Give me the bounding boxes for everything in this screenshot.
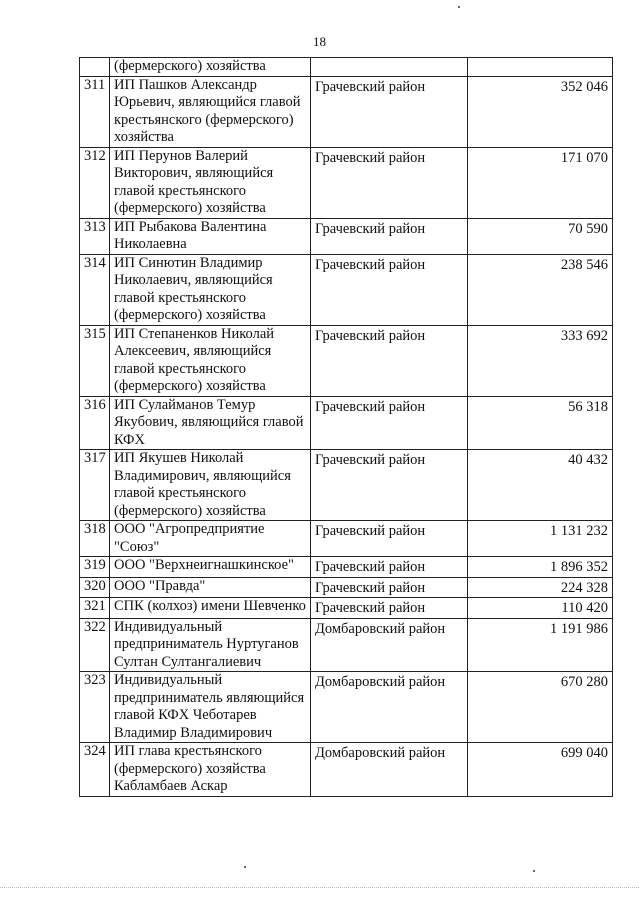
table-row [80,396,613,450]
recipient-name: ИП Рыбакова Валентина Николаевна [110,218,311,254]
row-number: 323 [80,672,110,743]
subsidy-amount: 699 040 [560,745,608,761]
table-row-continuation [80,58,613,77]
district-name: Грачевский район [315,78,426,95]
table-row [80,598,613,619]
subsidy-amount: 238 546 [560,256,608,273]
subsidy-amount: 352 046 [560,78,608,95]
amount-cell [468,450,613,521]
amount-cell [468,577,613,598]
recipient-name: ООО "Агропредприятие "Союз" [110,521,311,557]
row-number: 318 [80,521,110,557]
recipient-name-cell: (фермерского) хозяйства [110,58,311,77]
subsidy-amount: 1 896 352 [550,559,608,575]
table-row [80,254,613,325]
district-cell [311,147,468,218]
district-name: Грачевский район [315,327,426,344]
amount-cell [468,76,613,147]
district-cell [311,58,468,77]
amount-cell [468,618,613,672]
subsidy-amount: 1 191 986 [550,620,608,637]
table-row [80,521,613,557]
recipient-name: ИП Пашков Александр Юрьевич, являющийся главой крестьянского (фермерского) хозяйства [110,76,311,147]
amount-cell [468,672,613,743]
district-name: Грачевский район [315,579,426,596]
district-cell [311,450,468,521]
row-number: 314 [80,254,110,325]
district-name: Домбаровский район [315,674,446,690]
district-cell [311,618,468,672]
recipient-name: ООО "Верхнеигнашкинское" [110,557,311,578]
row-number: 315 [80,325,110,396]
district-name: Грачевский район [315,149,426,166]
table-row [80,743,613,797]
row-number: 321 [80,598,110,619]
district-cell [311,598,468,619]
recipient-name: ООО "Правда" [110,577,311,598]
subsidy-amount: 670 280 [560,674,608,690]
amount-cell [468,557,613,578]
recipient-name: СПК (колхоз) имени Шевченко [110,598,311,619]
row-number: 312 [80,147,110,218]
district-cell [311,254,468,325]
district-cell [311,557,468,578]
district-name: Домбаровский район [315,620,446,637]
scan-edge-line [0,887,639,888]
row-number: 324 [80,743,110,797]
page-number: 18 [313,34,326,49]
row-number: 316 [80,396,110,450]
row-number: 311 [80,76,110,147]
amount-cell [468,58,613,77]
amount-cell [468,396,613,450]
table-row [80,577,613,598]
table-row [80,450,613,521]
district-name: Грачевский район [315,220,426,237]
district-name: Грачевский район [315,600,426,616]
recipient-name: Индивидуальный предприниматель являющийся главой КФХ Чеботарев Владимир Владимирович [110,672,311,743]
district-name: Грачевский район [315,559,426,575]
scan-speck [533,870,535,872]
district-cell [311,521,468,557]
recipient-name: ИП Перунов Валерий Викторович, являющийся главой крестьянского (фермерского) хозяйства [110,147,311,218]
district-cell [311,76,468,147]
district-name: Грачевский район [315,523,426,539]
recipient-name: ИП Степаненков Николай Алексеевич, являющийся главой крестьянского (фермерского) хозяйства [110,325,311,396]
subsidy-amount: 1 131 232 [550,523,608,539]
district-cell [311,672,468,743]
row-number: 313 [80,218,110,254]
recipient-name: ИП глава крестьянского (фермерского) хозяйства Кабламбаев Аскар [110,743,311,797]
recipient-name: ИП Сулайманов Темур Якубович, являющийся главой КФХ [110,396,311,450]
row-number-cell [80,58,110,77]
district-cell [311,218,468,254]
amount-cell [468,147,613,218]
subsidy-amount: 56 318 [568,398,608,415]
recipient-name: Индивидуальный предприниматель Нуртуганов Султан Султангалиевич [110,618,311,672]
recipient-name: ИП Синютин Владимир Николаевич, являющийся главой крестьянского (фермерского) хозяйства [110,254,311,325]
subsidy-amount: 224 328 [560,579,608,596]
table-row [80,218,613,254]
district-cell [311,577,468,598]
table-row [80,147,613,218]
district-cell [311,743,468,797]
amount-cell [468,743,613,797]
row-number: 317 [80,450,110,521]
amount-cell [468,254,613,325]
district-name: Грачевский район [315,398,426,415]
district-name: Грачевский район [315,256,426,273]
row-number: 319 [80,557,110,578]
scan-speck [458,6,460,8]
subsidy-amount: 40 432 [568,452,608,468]
subsidy-amount: 110 420 [561,600,608,616]
amount-cell [468,218,613,254]
subsidy-amount: 333 692 [560,327,608,344]
registry-table [79,57,613,797]
amount-cell [468,598,613,619]
amount-cell [468,325,613,396]
amount-cell [468,521,613,557]
subsidy-amount: 171 070 [560,149,608,166]
row-number: 320 [80,577,110,598]
recipient-name: ИП Якушев Николай Владимирович, являющийся главой крестьянского (фермерского) хозяйства [110,450,311,521]
district-cell [311,396,468,450]
subsidy-amount: 70 590 [568,220,608,237]
district-name: Грачевский район [315,452,426,468]
table-row [80,325,613,396]
table-row [80,76,613,147]
table-row [80,618,613,672]
district-cell [311,325,468,396]
scan-speck [244,866,246,868]
row-number: 322 [80,618,110,672]
district-name: Домбаровский район [315,745,446,761]
table-row [80,557,613,578]
table-row [80,672,613,743]
